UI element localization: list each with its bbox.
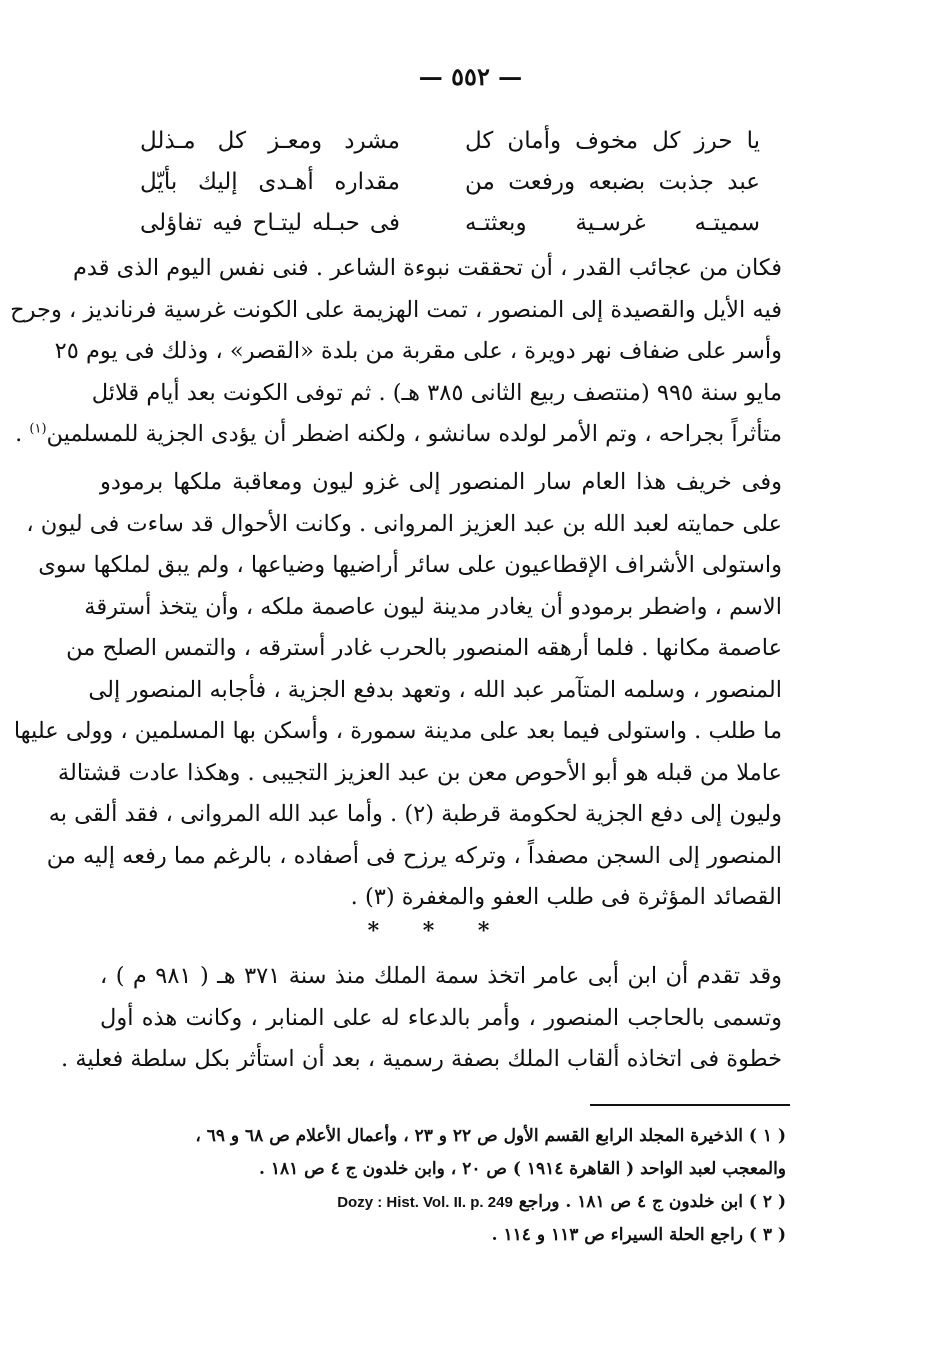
footnote-divider — [590, 1104, 790, 1106]
footnote-ref: (١) — [29, 421, 47, 437]
text-line: وتسمى بالحاجب المنصور ، وأمر بالدعاء له على المنابر ، وكانت هذه أول — [100, 1004, 782, 1031]
footnote-1-line-2: والمعجب لعبد الواحد ( القاهرة ١٩١٤ ) ص ٢٠ ، وابن خلدون ج ٤ ص ١٨١ . — [258, 1159, 786, 1179]
text-line: على حمايته لعبد الله بن عبد العزيز المروانى . وكانت الأحوال قد ساءت فى ليون ، — [26, 510, 782, 537]
footnote-3: ( ٣ ) راجع الحلة السيراء ص ١١٣ و ١١٤ . — [491, 1225, 786, 1245]
text-line: الاسم ، واضطر برمودو أن يغادر مدينة ليون عاصمة ملكه ، وأن يتخذ أسترقة — [84, 593, 782, 620]
section-separator: * * * — [367, 918, 508, 944]
text-line: متأثراً بجراحه ، وتم الأمر لولده سانشو ، ولكنه اضطر أن يؤدى الجزية للمسلمين$^{(١)}$ . — [15, 421, 782, 447]
text-line: وأسر على ضفاف نهر دويرة ، على مقربة من بلدة «القصر» ، وذلك فى يوم ٢٥ — [54, 338, 782, 364]
poem-block — [100, 122, 760, 245]
footnote-2-latin: Dozy : Hist. Vol. II. p. 249 — [337, 1194, 513, 1211]
text-line: مايو سنة ٩٩٥ (منتصف ربيع الثانى ٣٨٥ هـ) . ثم توفى الكونت بعد أيام قلائل — [91, 379, 782, 406]
text-line: عاصمة مكانها . فلما أرهقه المنصور بالحرب غادر أسترقه ، والتمس الصلح من — [66, 635, 782, 661]
text-line: واستولى الأشراف الإقطاعيون على سائر أراضيها وضياعها ، ولم يبق لملكها سوى — [38, 552, 782, 578]
text-line: وفى خريف هذا العام سار المنصور إلى غزو ليون ومعاقبة ملكها برمودو — [100, 469, 782, 495]
text-line: فيه الأيل والقصيدة إلى المنصور ، تمت الهزيمة على الكونت غرسية فرنانديز ، وجرح — [10, 296, 782, 323]
text-line: القصائد المؤثرة فى طلب العفو والمغفرة (٣) . — [350, 884, 782, 910]
paragraph-titles — [61, 956, 782, 1081]
text-line: عاملا من قبله هو أبو الأحوص معن بن عبد العزيز التجيبى . وهكذا عادت قشتالة — [57, 759, 782, 786]
poem-hemistich-first: يا حرز كل مخوف وأمان كل — [465, 128, 760, 154]
text-line-content: متأثراً بجراحه ، وتم الأمر لولده سانشو ، ولكنه اضطر أن يؤدى الجزية للمسلمين — [46, 421, 782, 447]
text-line: وليون إلى دفع الجزية لحكومة قرطبة (٢) . وأما عبد الله المروانى ، فقد ألقى به — [48, 801, 782, 827]
page-number: — ٥٥٢ — — [418, 62, 523, 91]
text-line: المنصور إلى السجن مصفداً ، وتركه يرزح فى أصفاده ، بالرغم مما رفعه إليه من — [46, 842, 782, 869]
footnote-1-line-1: ( ١ ) الذخيرة المجلد الرابع القسم الأول ص ٢٢ و ٢٣ ، وأعمال الأعلام ص ٦٨ و ٦٩ ، — [195, 1126, 786, 1146]
footnotes — [110, 1120, 786, 1252]
footnote-2-arabic: ( ٢ ) ابن خلدون ج ٤ ص ١٨١ . وراجع — [518, 1192, 786, 1212]
poem-hemistich-second: مقداره أهـدى إليك بأيّل — [140, 169, 400, 195]
text-line: خطوة فى اتخاذه ألقاب الملك بصفة رسمية ، بعد أن استأثر بكل سلطة فعلية . — [61, 1046, 782, 1072]
paragraph-battle — [10, 248, 782, 456]
poem-hemistich-first: سميتـه غرسـية وبعثتـه — [465, 210, 760, 236]
text-line: وقد تقدم أن ابن أبى عامر اتخذ سمة الملك منذ سنة ٣٧١ هـ ( ٩٨١ م ) ، — [100, 963, 782, 989]
poem-hemistich-second: فى حبـله ليتـاح فيه تفاؤلى — [140, 210, 400, 236]
poem-hemistich-first: عبد جذبت بضبعه ورفعت من — [465, 169, 760, 195]
paragraph-leon — [13, 462, 782, 919]
text-line: ما طلب . واستولى فيما بعد على مدينة سمورة ، وأسكن بها المسلمين ، وولى عليها — [13, 718, 782, 744]
poem-line — [100, 122, 760, 163]
footnote-2 — [110, 1186, 786, 1219]
poem-hemistich-second: مشرد ومعـز كل مـذلل — [140, 128, 400, 154]
text-line: فكان من عجائب القدر ، أن تحققت نبوءة الشاعر . فنى نفس اليوم الذى قدم — [72, 255, 782, 281]
poem-line — [100, 204, 760, 245]
text-line: المنصور ، وسلمه المتآمر عبد الله ، وتعهد بدفع الجزية ، فأجابه المنصور إلى — [88, 676, 782, 703]
poem-line — [100, 163, 760, 204]
